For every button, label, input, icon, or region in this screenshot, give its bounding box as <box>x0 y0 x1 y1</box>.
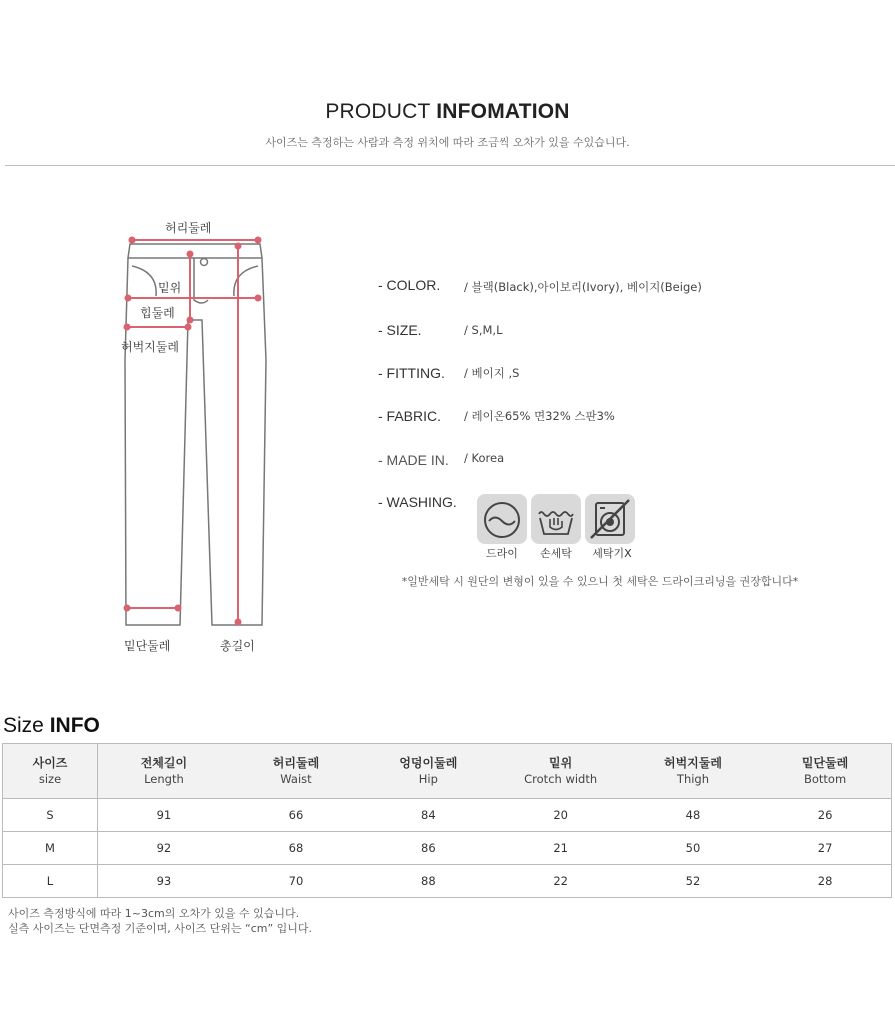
col-hip <box>362 744 494 799</box>
col-thigh-ko: 허벅지둘레 <box>663 756 722 770</box>
size-table <box>2 743 892 898</box>
spec-color-value: / 블랙(Black),아이보리(Ivory), 베이지(Beige) <box>464 280 702 294</box>
divider <box>5 165 895 166</box>
size-info-title-light: Size <box>3 714 44 737</box>
col-thigh-en: Thigh <box>676 772 710 786</box>
spec-size-key: - SIZE. <box>378 322 422 338</box>
cell-thigh: 52 <box>627 865 759 898</box>
spec-madein-key: - MADE IN. <box>378 452 449 468</box>
cell-waist: 66 <box>230 799 362 832</box>
cell-bottom: 27 <box>759 832 891 865</box>
dry-clean-icon <box>477 494 527 544</box>
hand-wash-icon <box>531 494 581 544</box>
size-info-title <box>3 714 100 738</box>
cell-length: 92 <box>98 832 230 865</box>
col-size-ko: 사이즈 <box>32 756 68 770</box>
col-crotch <box>494 744 626 799</box>
cell-thigh: 48 <box>627 799 759 832</box>
wash-label-machine: 세탁기X <box>592 547 632 560</box>
spec-fitting-value: / 베이지 ,S <box>464 366 520 380</box>
label-rise: 밑위 <box>158 281 182 295</box>
col-hip-en: Hip <box>418 772 438 786</box>
cell-length: 91 <box>98 799 230 832</box>
table-row <box>3 865 892 898</box>
pants-illustration <box>110 210 290 670</box>
spec-fabric-value: / 레이온65% 면32% 스판3% <box>464 409 615 423</box>
table-row <box>3 832 892 865</box>
page-title-light: PRODUCT <box>325 100 431 123</box>
cell-hip: 88 <box>362 865 494 898</box>
label-thigh: 허벅지둘레 <box>121 340 179 354</box>
cell-waist: 70 <box>230 865 362 898</box>
col-waist-en: Waist <box>280 772 312 786</box>
cell-size: M <box>3 832 98 865</box>
cell-crotch: 21 <box>494 832 626 865</box>
page-subtitle: 사이즈는 측정하는 사람과 측정 위치에 따라 조금씩 오차가 있을 수있습니다. <box>265 136 630 149</box>
col-waist-ko: 허리둘레 <box>272 756 320 770</box>
spec-madein-value: / Korea <box>464 451 505 465</box>
col-hip-ko: 엉덩이둘레 <box>399 756 458 770</box>
washing-note: *일반세탁 시 원단의 변형이 있을 수 있으니 첫 세탁은 드라이크리닝을 권장합니다* <box>401 575 799 588</box>
cell-crotch: 20 <box>494 799 626 832</box>
spec-fabric-key: - FABRIC. <box>378 408 442 424</box>
wash-label-dry: 드라이 <box>486 547 518 560</box>
label-waist: 허리둘레 <box>165 221 212 235</box>
label-length: 총길이 <box>220 639 255 653</box>
wash-label-hand: 손세탁 <box>540 547 572 560</box>
cell-bottom: 26 <box>759 799 891 832</box>
col-thigh <box>627 744 759 799</box>
no-machine-wash-icon <box>585 494 635 544</box>
cell-bottom: 28 <box>759 865 891 898</box>
col-size-en: size <box>38 772 62 786</box>
size-table-header <box>3 744 892 799</box>
size-info-title-bold: INFO <box>49 714 100 737</box>
spec-size-value: / S,M,L <box>464 323 503 337</box>
cell-hip: 84 <box>362 799 494 832</box>
col-crotch-ko: 밑위 <box>549 756 573 770</box>
cell-length: 93 <box>98 865 230 898</box>
pants-diagram <box>110 210 290 670</box>
page-title-bold: INFOMATION <box>436 100 570 123</box>
page-title <box>0 100 895 124</box>
cell-size: S <box>3 799 98 832</box>
spec-fitting-key: - FITTING. <box>378 365 445 381</box>
label-hip: 힙둘레 <box>140 306 175 320</box>
col-length <box>98 744 230 799</box>
col-bottom-en: Bottom <box>803 772 847 786</box>
col-crotch-en: Crotch width <box>524 772 598 786</box>
cell-waist: 68 <box>230 832 362 865</box>
cell-size: L <box>3 865 98 898</box>
size-footnote-2: 실측 사이즈는 단면측정 기준이며, 사이즈 단위는 “cm” 입니다. <box>8 922 313 935</box>
col-length-ko: 전체길이 <box>140 756 188 770</box>
spec-washing-key: - WASHING. <box>378 494 457 510</box>
spec-color-key: - COLOR. <box>378 277 441 293</box>
col-bottom <box>759 744 891 799</box>
col-waist <box>230 744 362 799</box>
cell-crotch: 22 <box>494 865 626 898</box>
col-length-en: Length <box>144 772 184 786</box>
cell-thigh: 50 <box>627 832 759 865</box>
col-bottom-ko: 밑단둘레 <box>801 756 849 770</box>
label-hem: 밑단둘레 <box>124 639 171 653</box>
size-footnote-1: 사이즈 측정방식에 따라 1~3cm의 오차가 있을 수 있습니다. <box>8 907 300 920</box>
col-size <box>3 744 98 799</box>
table-row <box>3 799 892 832</box>
cell-hip: 86 <box>362 832 494 865</box>
